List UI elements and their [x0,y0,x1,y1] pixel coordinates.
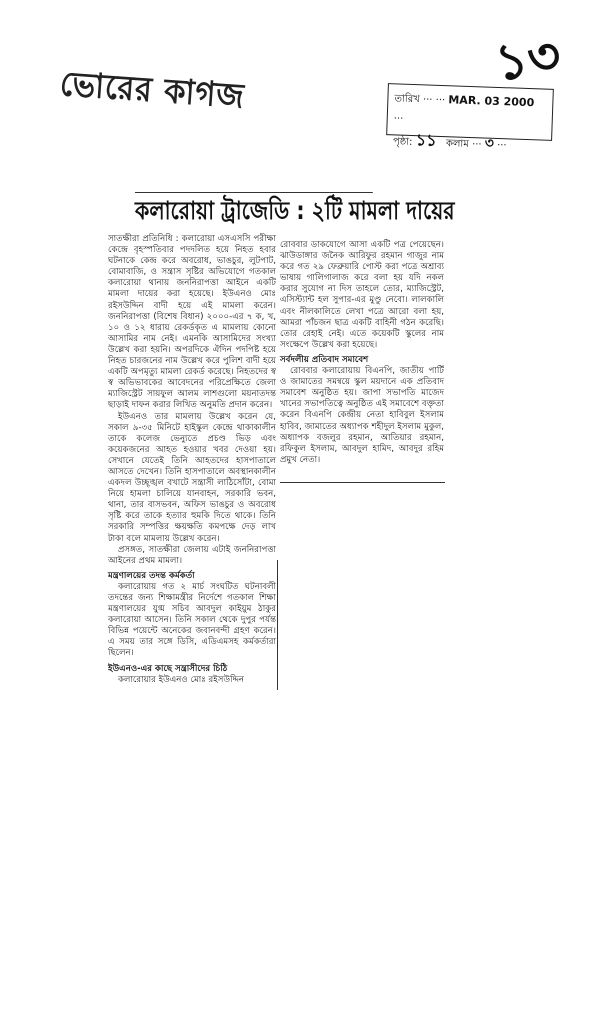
archive-stamp: তারিখ ··· ··· MAR. 03 2000 ··· পৃষ্ঠা: ১১ কলাম ··· ৩ ··· [386,83,554,141]
column-divider [280,482,445,483]
paragraph: কলারোয়ার ইউএনও মোঃ রইসউদ্দিন [118,674,245,685]
stamp-page-label: পৃষ্ঠা [392,136,410,148]
subheading: মন্ত্রণালয়ের তদন্ত কর্মকর্তা [108,570,195,581]
subheading: সর্বদলীয় প্রতিবাদ সমাবেশ [280,354,369,365]
paragraph: প্রসঙ্গত, সাতক্ষীরা জেলায় এটাই জননিরাপত্তা আইনের প্রথম মামলা। [108,544,276,566]
newspaper-masthead: ভোরের কাগজ [58,63,246,117]
article-left-column [108,234,276,686]
article-headline: কলারোয়া ট্রাজেডি : ২টি মামলা দায়ের [135,192,373,229]
paragraph: রোববার কলারোয়ায় বিএনপি, জাতীয় পার্টি ও জামাতের সমন্বয়ে স্কুল ময়দানে এক প্রতিবাদ সমাবেশ অনুষ্ঠিত হয়। জাপা সভাপতি মাজেদ খানের সভাপতিত্বে অনুষ্ঠিত এই সমাবেশে বক্তৃতা করেন বিএনপি কেন্দ্রীয় নেতা হাবিবুল ইসলাম হাবিব, জামাতের অধ্যাপক শহীদুল ইসলাম মুকুল, অধ্যাপক বজলুর রহমান, আতিয়ার রহমান, রফিকুল ইসলাম, আবদুল হামিদ, আবদুর রহিম প্রমুখ নেতা। [280,366,444,465]
paragraph: সাতক্ষীরা প্রতিনিধি : কলারোয়া এসএসসি পরীক্ষা কেন্দ্রে বৃহস্পতিবার পদদলিত হয়ে নিহত হবার ঘটনাকে কেন্দ্র করে অবরোধ, ভাঙচুর, লুটপাট, বোমাবাজি, ও সন্ত্রাস সৃষ্টির অভিযোগে গতকাল কলারোয়া থানায় জননিরাপত্তা আইনে একটি মামলা দায়ের করা হয়েছে। ইউএনও মোঃ রইসউদ্দিন বাদী হয়ে এই মামলা করেন। জননিরাপত্তা (বিশেষ বিধান) ২০০০-এর ৭ ক, খ, ১০ ও ১২ ধারায় রেকর্ডকৃত এ মামলায় কোনো আসামির নাম নেই। এমনকি আসামিদের সংখ্যা উল্লেখ করা হয়নি। অপরদিকে ঐদিন পদপিষ্ট হয়ে নিহত চারজনের নাম উল্লেখ করে পুলিশ বাদী হয়ে একটি অপমৃত্যু মামলা রেকর্ড করেছে। নিহতদের স্ব স্ব অভিভাবকের আবেদনের পরিপ্রেক্ষিতে জেলা ম্যাজিস্ট্রেট সায়ফুল আলম লাশগুলো ময়নাতদন্ত ছাড়াই দাফন করার লিখিত অনুমতি প্রদান করেন। [108,234,276,411]
stamp-date-value: MAR. 03 2000 [448,93,535,110]
handwritten-number: ১৩ [491,25,565,93]
stamp-column-value: ৩ [484,135,495,152]
paragraph: কলারোয়ায় গত ২ মার্চ সংঘটিত ঘটনাবলী তদন্তের জন্য শিক্ষামন্ত্রীর নির্দেশে গতকাল শিক্ষা মন্ত্রণালয়ের যুগ্ম সচিব আবদুল কাইয়ুম ঠাকুর কলারোয়া আসেন। তিনি সকাল থেকে দুপুর পর্যন্ত বিভিন্ন পয়েন্টে অনেকের জবানবন্দী গ্রহণ করেন। এ সময় তার সঙ্গে ডিসি, এডিএমসহ কর্মকর্তারা ছিলেন। [108,581,276,659]
paragraph: রোববার ডাকযোগে আসা একটি পত্র পেয়েছেন। ঝাউডাঙ্গার জনৈক আরিফুর রহমান গাজুর নাম করে গত ২৯ ফেব্রুয়ারি পোস্ট করা পত্রে অশ্রাব্য ভাষায় গালিগালাজ করে বলা হয় যদি নকল করার সুযোগ না দিস তাহলে তোর, ম্যাজিস্ট্রেট, এসিস্ট্যান্ট হল সুপার-এর মুণ্ডু নেবো। লালকালি এবং নীলকালিতে লেখা পত্রে আরো বলা হয়, আমরা পাঁচজন ছাত্র একটি বাহিনী গঠন করেছি। তোর রেহাই নেই। এতে কয়েকটি স্কুলের নাম সংক্ষেপে উল্লেখ করা হয়েছে। [280,240,444,350]
subheading: ইউএনও-এর কাছে সন্ত্রাসীদের চিঠি [108,663,228,674]
stamp-page-value: ১১ [415,130,437,150]
article-right-column [280,240,444,466]
column-divider [277,560,278,690]
paragraph: ইউএনও তার মামলায় উল্লেখ করেন যে, সকাল ৯-৩৫ মিনিটে হাইস্কুল কেন্দ্রে থাকাকালীন তাকে কলেজ ভেন্যুতে প্রচণ্ড ভিড় এবং কয়েকজনের আহত হওয়ার খবর দেওয়া হয়। সেখানে যেতেই তিনি আহতদের হাসপাতালে আসতে দেখেন। তিনি হাসপাতালে অবস্থানকালীন একদল উচ্ছৃঙ্খল বখাটে সন্ত্রাসী লাঠিসোঁটা, বোমা নিয়ে হামলা চালিয়ে যানবাহন, সরকারি ভবন, থানা, তার বাসভবন, অফিস ভাঙচুর ও অবরোধ সৃষ্টি করে তাকে হত্যার হুমকি দিতে থাকে। তিনি সরকারি সম্পত্তির ক্ষয়ক্ষতি কমপক্ষে দেড় লাখ টাকা বলে মামলায় উল্লেখ করেন। [108,411,276,544]
stamp-column-label: কলাম [445,138,470,150]
stamp-date-label: তারিখ [394,93,420,106]
